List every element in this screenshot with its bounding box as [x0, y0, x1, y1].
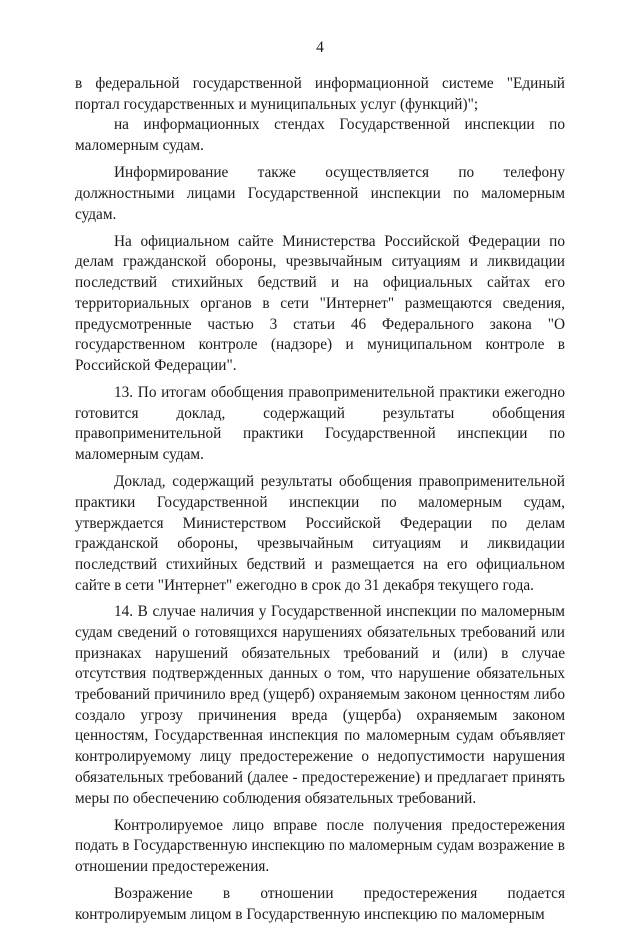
- document-body: [75, 74, 565, 926]
- paragraph-objection-filing: Возражение в отношении предостережения подается контролируемым лицом в Государственную инспекцию по маломерным: [75, 885, 565, 923]
- paragraph-epgu: в федеральной государственной информационной системе "Единый портал государственных и муниципальных услуг (функций)";: [75, 75, 565, 113]
- paragraph-phone-info: Информирование также осуществляется по телефону должностными лицами Государственной инспекции по маломерным судам.: [75, 164, 565, 223]
- paragraph-item-13: 13. По итогам обобщения правоприменительной практики ежегодно готовится доклад, содержащий результаты обобщения правоприменительной практики Государственной инспекции по маломерным судам.: [75, 384, 565, 464]
- paragraph-objection-right: Контролируемое лицо вправе после получения предостережения подать в Государственную инспекцию по маломерным судам возражение в отношении предостережения.: [75, 816, 565, 876]
- paragraph-item-14: 14. В случае наличия у Государственной инспекции по маломерным судам сведений о готовящихся нарушениях обязательных требований или признаках нарушений обязательных требований и (или) в случае отсутствия подтвержденных данных о том, что нарушение обязательных требований причинило вред (ущерб) охраняемым законом ценностям либо создало угрозу причинения вреда (ущерба) охраняемым законом ценностям, Государственная инспекция по маломерным судам объявляет контролируемому лицу предостережение о недопустимости нарушения обязательных требований (далее - предостережение) и предлагает принять меры по обеспечению соблюдения обязательных требований.: [75, 603, 565, 807]
- paragraph-report: Доклад, содержащий результаты обобщения правоприменительной практики Государственной инспекции по маломерным судам, утверждается Министерством Российской Федерации по делам гражданской обороны, чрезвычайным ситуациям и ликвидации последствий стихийных бедствий и размещается на его официальном сайте в сети "Интернет" ежегодно в срок до 31 декабря текущего года.: [75, 473, 565, 594]
- paragraph-official-site: На официальном сайте Министерства Российской Федерации по делам гражданской обороны, чрезвычайным ситуациям и ликвидации последствий стихийных бедствий и на официальных сайтах его территориальных органов в сети "Интернет" размещаются сведения, предусмотренные частью 3 статьи 46 Федерального закона "О государственном контроле (надзоре) и муниципальном контроле в Российской Федерации".: [75, 232, 565, 374]
- paragraph-info-stands: на информационных стендах Государственной инспекции по маломерным судам.: [75, 116, 565, 155]
- page-number: 4: [316, 39, 324, 56]
